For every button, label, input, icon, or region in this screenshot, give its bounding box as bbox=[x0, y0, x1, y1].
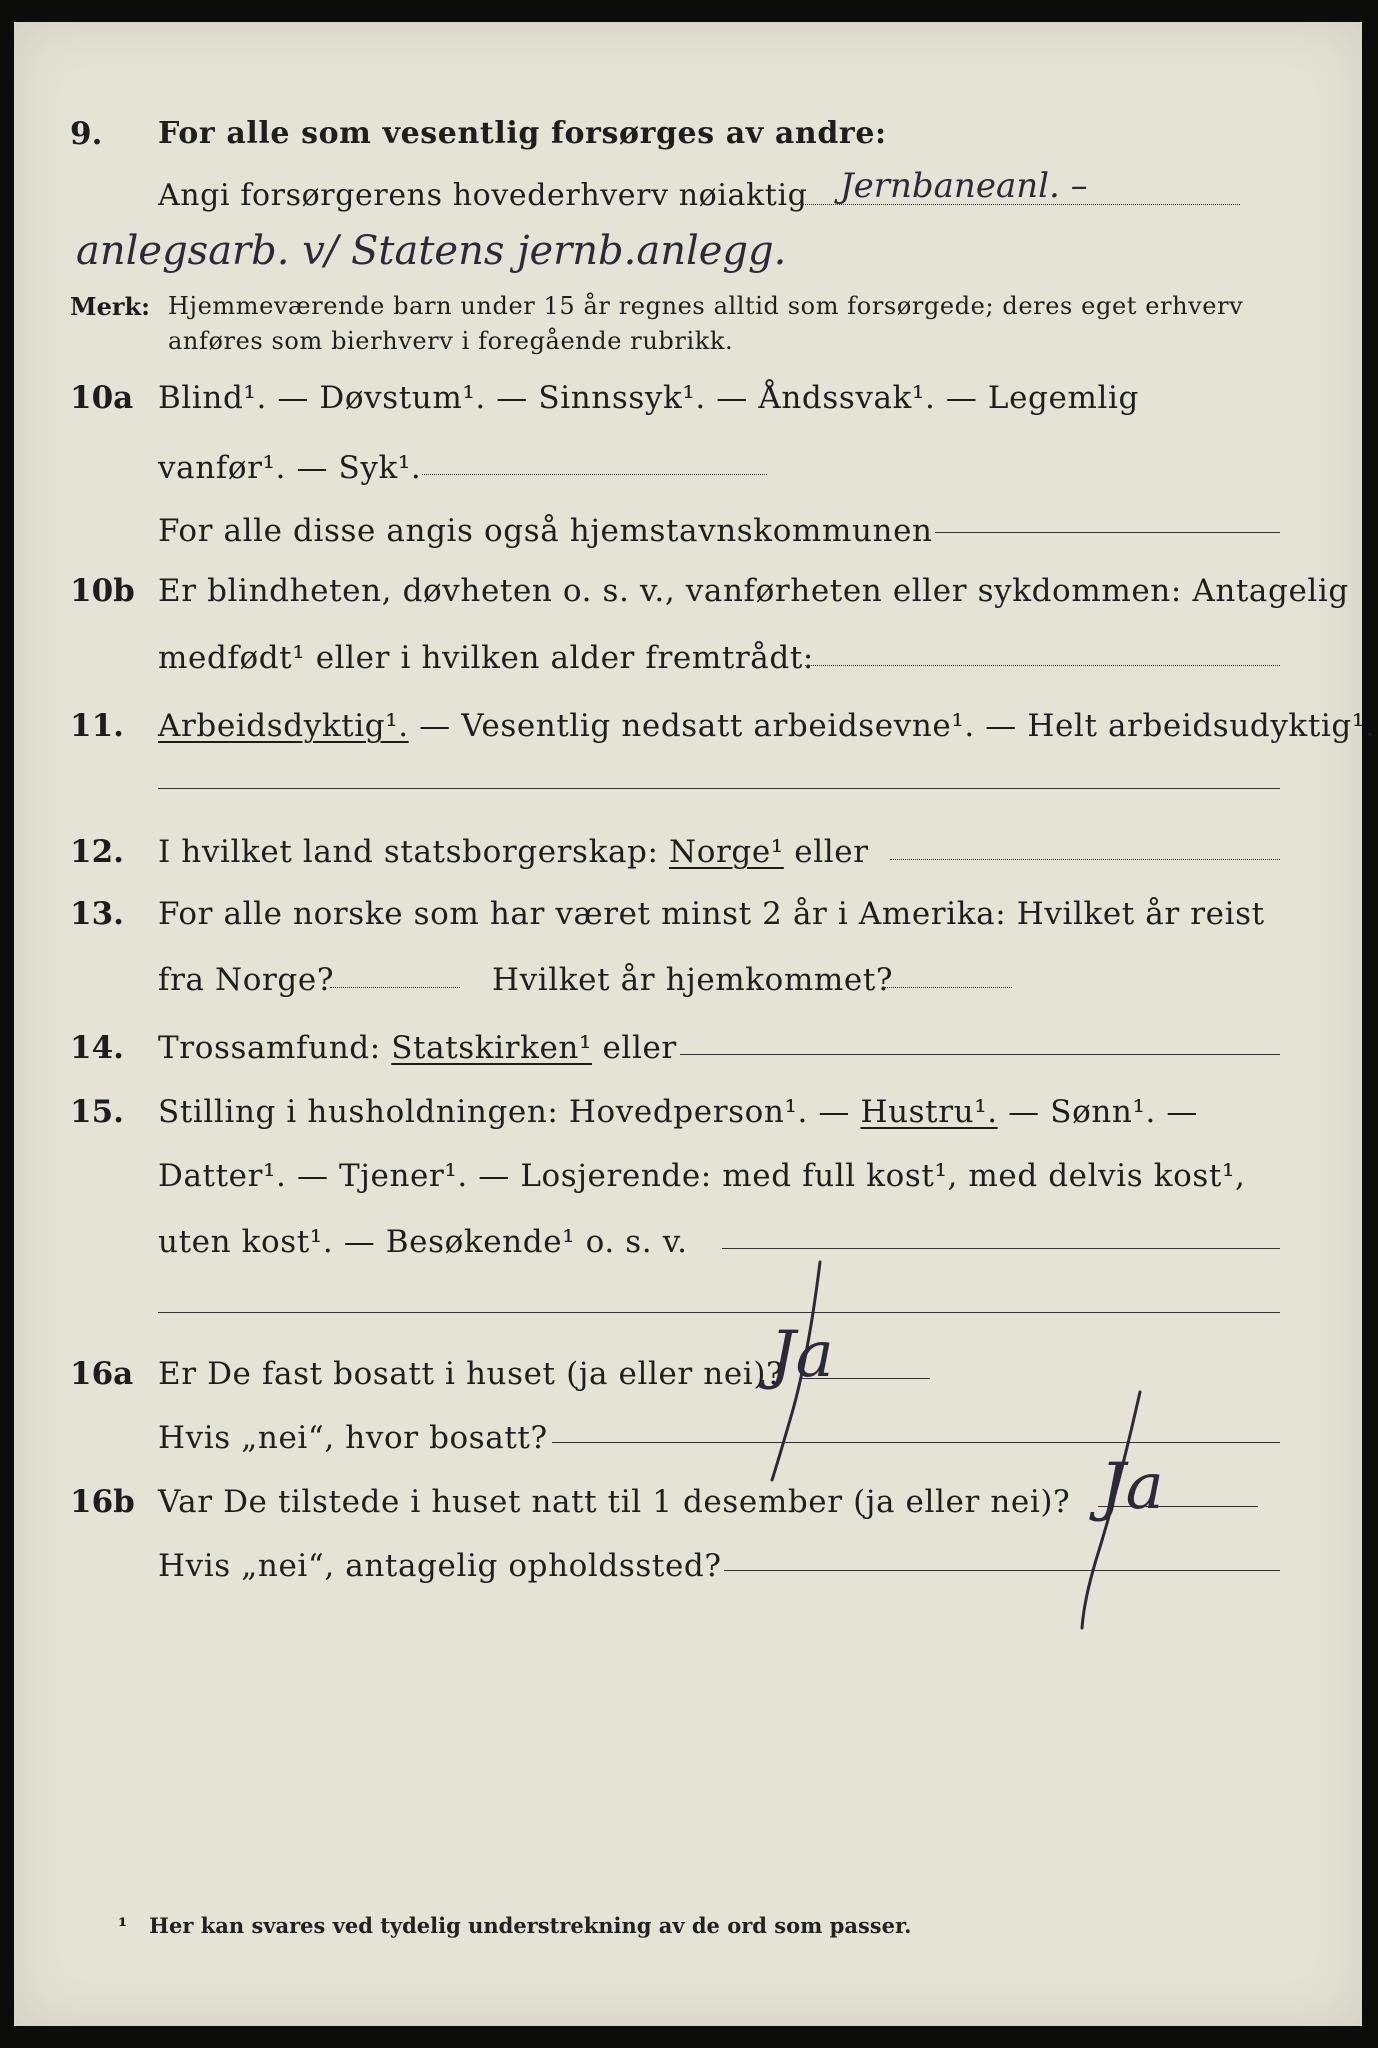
q13-line2a: fra Norge? bbox=[158, 962, 335, 998]
q10a-line1: Blind¹. — Døvstum¹. — Sinnssyk¹. — Åndssvak¹. — Legemlig bbox=[158, 380, 1139, 416]
q9-handwritten-answer-b: anlegsarb. v/ Statens jernb.anlegg. bbox=[76, 228, 787, 274]
q16b-line1: Var De tilstede i huset natt til 1 desember (ja eller nei)? bbox=[158, 1484, 1071, 1520]
q9-title: For alle som vesentlig forsørges av andre: bbox=[158, 116, 887, 151]
q10a-line2: vanfør¹. — Syk¹. bbox=[158, 450, 422, 486]
q10b-line1: Er blindheten, døvheten o. s. v., vanførheten eller sykdommen: Antagelig bbox=[158, 573, 1349, 609]
footnote-mark: ¹ bbox=[118, 1913, 128, 1938]
q10b-line2: medfødt¹ eller i hvilken alder fremtrådt: bbox=[158, 640, 814, 676]
q16a-line1: Er De fast bosatt i huset (ja eller nei)? bbox=[158, 1356, 784, 1392]
q16a-number: 16a bbox=[70, 1356, 134, 1392]
q13-line1: For alle norske som har været minst 2 år i Amerika: Hvilket år reist bbox=[158, 896, 1265, 932]
q15-line3: uten kost¹. — Besøkende¹ o. s. v. bbox=[158, 1224, 688, 1260]
q11-option-underlined: Arbeidsdyktig¹. bbox=[158, 708, 409, 744]
q15-prompt: Stilling i husholdningen: Hovedperson¹. — bbox=[158, 1094, 850, 1130]
q13-number: 13. bbox=[70, 896, 124, 932]
q12-number: 12. bbox=[70, 834, 124, 870]
q16a-handwritten-answer: Ja bbox=[770, 1318, 834, 1392]
q12-prompt: I hvilket land statsborgerskap: bbox=[158, 834, 659, 870]
q16b-number: 16b bbox=[70, 1484, 135, 1520]
q11-other-options: — Vesentlig nedsatt arbeidsevne¹. — Helt arbeidsudyktig¹. bbox=[419, 708, 1376, 744]
q10b-number: 10b bbox=[70, 573, 135, 609]
merk-text-2: anføres som bierhverv i foregående rubrikk. bbox=[168, 327, 734, 355]
q14-number: 14. bbox=[70, 1030, 124, 1066]
q15-other: — Sønn¹. — bbox=[1008, 1094, 1198, 1130]
q14-prompt: Trossamfund: bbox=[158, 1030, 381, 1066]
q14-option-underlined: Statskirken¹ bbox=[391, 1030, 593, 1066]
q15-number: 15. bbox=[70, 1094, 124, 1130]
footnote bbox=[118, 1913, 911, 1938]
q15-line2: Datter¹. — Tjener¹. — Losjerende: med full kost¹, med delvis kost¹, bbox=[158, 1158, 1246, 1194]
q13-line2b: Hvilket år hjemkommet? bbox=[492, 962, 894, 998]
q11-number: 11. bbox=[70, 708, 124, 744]
q15-option-underlined: Hustru¹. bbox=[860, 1094, 998, 1130]
footnote-text: Her kan svares ved tydelig understrekning av de ord som passer. bbox=[149, 1913, 912, 1938]
q10a-line3: For alle disse angis også hjemstavnskommunen bbox=[158, 513, 933, 549]
q14-other: eller bbox=[602, 1030, 677, 1066]
q12-other: eller bbox=[794, 834, 869, 870]
q9-handwritten-answer-a: Jernbaneanl. – bbox=[840, 166, 1088, 206]
merk-label: Merk: bbox=[70, 292, 150, 321]
q12-option-underlined: Norge¹ bbox=[669, 834, 784, 870]
merk-text-1: Hjemmeværende barn under 15 år regnes alltid som forsørgede; deres eget erhverv bbox=[168, 292, 1244, 320]
q9-number: 9. bbox=[70, 116, 103, 152]
q16a-line2: Hvis „nei“, hvor bosatt? bbox=[158, 1420, 548, 1456]
q10a-number: 10a bbox=[70, 380, 134, 416]
q16b-handwritten-answer: Ja bbox=[1100, 1450, 1164, 1524]
q9-prompt: Angi forsørgerens hovederhverv nøiaktig bbox=[158, 178, 808, 213]
q16b-line2: Hvis „nei“, antagelig opholdssted? bbox=[158, 1548, 722, 1584]
